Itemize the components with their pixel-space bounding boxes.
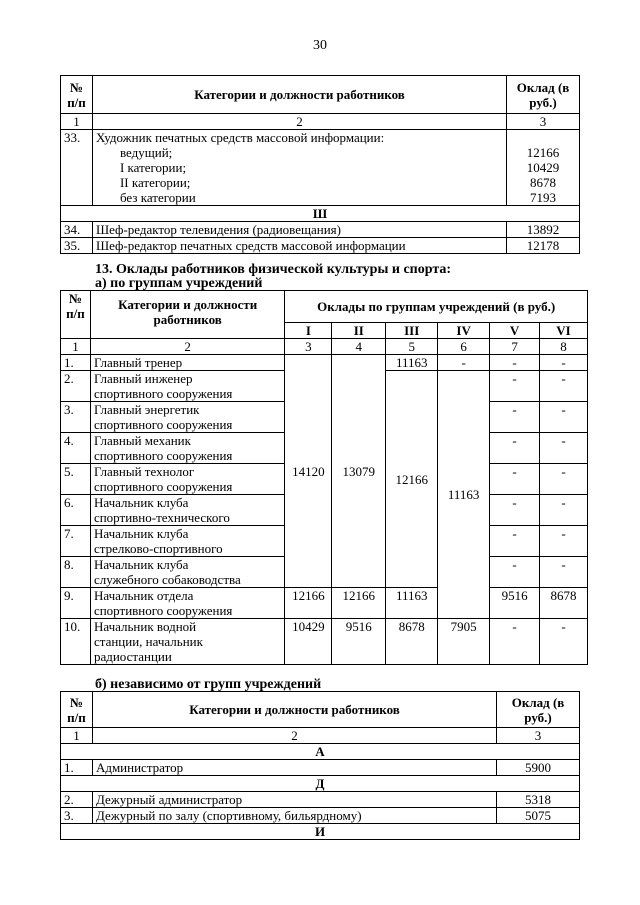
row-name [90, 557, 284, 588]
name-line: Начальник клуба [93, 526, 189, 541]
table-row [61, 130, 580, 206]
row-num: 6. [61, 495, 91, 526]
value: 7193 [530, 190, 557, 205]
row-name [90, 495, 284, 526]
name-line: спортивного сооружения [93, 386, 233, 401]
cell-g5: - [490, 619, 540, 665]
colnum: 1 [61, 728, 93, 744]
cell-g5: - [490, 557, 540, 588]
row-values [507, 130, 580, 206]
row-num: 1. [61, 760, 93, 776]
row-name [90, 464, 284, 495]
cell-g4: - [438, 355, 490, 371]
sub-item: I категории; [119, 160, 187, 175]
row-num: 2. [61, 792, 93, 808]
name-line: спортивного сооружения [93, 603, 233, 618]
colnum: 3 [285, 339, 332, 355]
row-name [90, 355, 284, 371]
row-name: Шеф-редактор печатных средств массовой информации [92, 238, 506, 254]
row-num: 5. [61, 464, 91, 495]
row-name [90, 526, 284, 557]
row-num: 33. [61, 130, 93, 206]
row-num: 4. [61, 433, 91, 464]
cell-g6: - [540, 526, 588, 557]
colnum: 2 [90, 339, 284, 355]
cell-g6: - [540, 619, 588, 665]
row-name [90, 402, 284, 433]
letter-divider: А [61, 744, 580, 760]
cell-g6: - [540, 371, 588, 402]
cell-g1: 10429 [285, 619, 332, 665]
row-num: 7. [61, 526, 91, 557]
cell-g5: - [490, 526, 540, 557]
name-line: спортивно-технического [93, 510, 230, 525]
section-title: б) независимо от групп учреждений [95, 677, 322, 692]
table-row [61, 808, 580, 824]
table-row [61, 238, 580, 254]
table-row [61, 792, 580, 808]
merged-group-1: 14120 [285, 355, 332, 588]
name-line: Главный технолог [93, 464, 195, 479]
cell-g3: 11163 [386, 588, 438, 619]
cell-g6: - [540, 557, 588, 588]
name-line: радиостанции [93, 649, 172, 664]
cell-g6: - [540, 402, 588, 433]
colnum: 7 [490, 339, 540, 355]
table-row [61, 619, 588, 665]
colnum: 5 [386, 339, 438, 355]
colnum-1: 1 [61, 114, 93, 130]
merged-group-2: 13079 [332, 355, 386, 588]
cell-g6: - [540, 464, 588, 495]
value: 8678 [530, 175, 557, 190]
cell-g1: 12166 [285, 588, 332, 619]
header-salary: Оклады по группам учреждений (в руб.) [285, 291, 588, 323]
merged-group-3: 12166 [386, 371, 438, 588]
header-num: № п/п [61, 291, 91, 339]
row-name [90, 433, 284, 464]
row-num: 2. [61, 371, 91, 402]
value: 12166 [526, 145, 560, 160]
cell-g2: 9516 [332, 619, 386, 665]
row-value: 13892 [507, 222, 580, 238]
sub-item: II категории; [119, 175, 191, 190]
row-num: 9. [61, 588, 91, 619]
letter-divider: И [61, 824, 580, 840]
row-name [90, 619, 284, 665]
name-line: стрелково-спортивного [93, 541, 223, 556]
row-name: Администратор [92, 760, 496, 776]
row-value: 5075 [497, 808, 580, 824]
cell-g5: - [490, 402, 540, 433]
row-name [90, 588, 284, 619]
row-name [90, 371, 284, 402]
salary-table-3 [60, 691, 580, 840]
cell-g6: 8678 [540, 588, 588, 619]
name-line: Главный энергетик [93, 402, 200, 417]
value: 10429 [526, 160, 560, 175]
row-value: 12178 [507, 238, 580, 254]
cell-g5: - [490, 433, 540, 464]
colnum: 3 [497, 728, 580, 744]
cell-g4: 7905 [438, 619, 490, 665]
name-line: Главный инженер [93, 371, 193, 386]
header-category: Категории и должности работников [92, 76, 506, 114]
row-value: 5900 [497, 760, 580, 776]
group-header: IV [438, 323, 490, 339]
cell-g3: 8678 [386, 619, 438, 665]
header-salary: Оклад (в руб.) [497, 692, 580, 728]
row-value: 5318 [497, 792, 580, 808]
group-header: III [386, 323, 438, 339]
row-num: 8. [61, 557, 91, 588]
colnum: 2 [92, 728, 496, 744]
sub-item: без категории [119, 190, 196, 205]
merged-group-4: 11163 [438, 371, 490, 619]
row-num: 35. [61, 238, 93, 254]
letter-divider: Д [61, 776, 580, 792]
cell-g6: - [540, 433, 588, 464]
name-line: Начальник водной [93, 619, 197, 634]
name-line: Главный тренер [93, 355, 183, 370]
name-line: спортивного сооружения [93, 448, 233, 463]
group-header: V [490, 323, 540, 339]
header-num: № п/п [61, 692, 93, 728]
header-num: № п/п [61, 76, 93, 114]
row-name [92, 130, 506, 206]
group-header: VI [540, 323, 588, 339]
salary-table-2 [60, 290, 588, 665]
name-line: Начальник клуба [93, 557, 189, 572]
colnum-3: 3 [507, 114, 580, 130]
table-row [61, 760, 580, 776]
name-line: служебного собаководства [93, 572, 241, 587]
table-row [61, 355, 588, 371]
cell-g5: - [490, 464, 540, 495]
letter-divider: Ш [61, 206, 580, 222]
colnum: 6 [438, 339, 490, 355]
row-name: Шеф-редактор телевидения (радиовещания) [92, 222, 506, 238]
colnum: 1 [61, 339, 91, 355]
section-subtitle: а) по группам учреждений [95, 276, 263, 291]
colnum: 8 [540, 339, 588, 355]
cell-g3: 11163 [386, 355, 438, 371]
header-category: Категории и должности работников [92, 692, 496, 728]
row-num: 3. [61, 808, 93, 824]
name-line: Начальник клуба [93, 495, 189, 510]
cell-g2: 12166 [332, 588, 386, 619]
colnum-2: 2 [92, 114, 506, 130]
header-salary: Оклад (в руб.) [507, 76, 580, 114]
name-line: спортивного сооружения [93, 479, 233, 494]
colnum: 4 [332, 339, 386, 355]
row-num: 34. [61, 222, 93, 238]
row-name: Дежурный по залу (спортивному, бильярдному) [92, 808, 496, 824]
name-line: спортивного сооружения [93, 417, 233, 432]
cell-g5: 9516 [490, 588, 540, 619]
row-title: Художник печатных средств массовой информации: [95, 130, 385, 145]
row-name: Дежурный администратор [92, 792, 496, 808]
row-num: 10. [61, 619, 91, 665]
group-header: II [332, 323, 386, 339]
section-title: 13. Оклады работников физической культуры и спорта: [95, 262, 452, 277]
name-line: станции, начальник [93, 634, 203, 649]
salary-table-1 [60, 75, 580, 254]
cell-g6: - [540, 355, 588, 371]
table-row [61, 588, 588, 619]
sub-item: ведущий; [119, 145, 173, 160]
row-num: 3. [61, 402, 91, 433]
name-line: Главный механик [93, 433, 191, 448]
cell-g5: - [490, 371, 540, 402]
name-line: Начальник отдела [93, 588, 194, 603]
cell-g5: - [490, 355, 540, 371]
page-number: 30 [313, 38, 327, 53]
header-category: Категории и должности работников [90, 291, 284, 339]
cell-g5: - [490, 495, 540, 526]
table-row [61, 222, 580, 238]
row-num: 1. [61, 355, 91, 371]
cell-g6: - [540, 495, 588, 526]
group-header: I [285, 323, 332, 339]
